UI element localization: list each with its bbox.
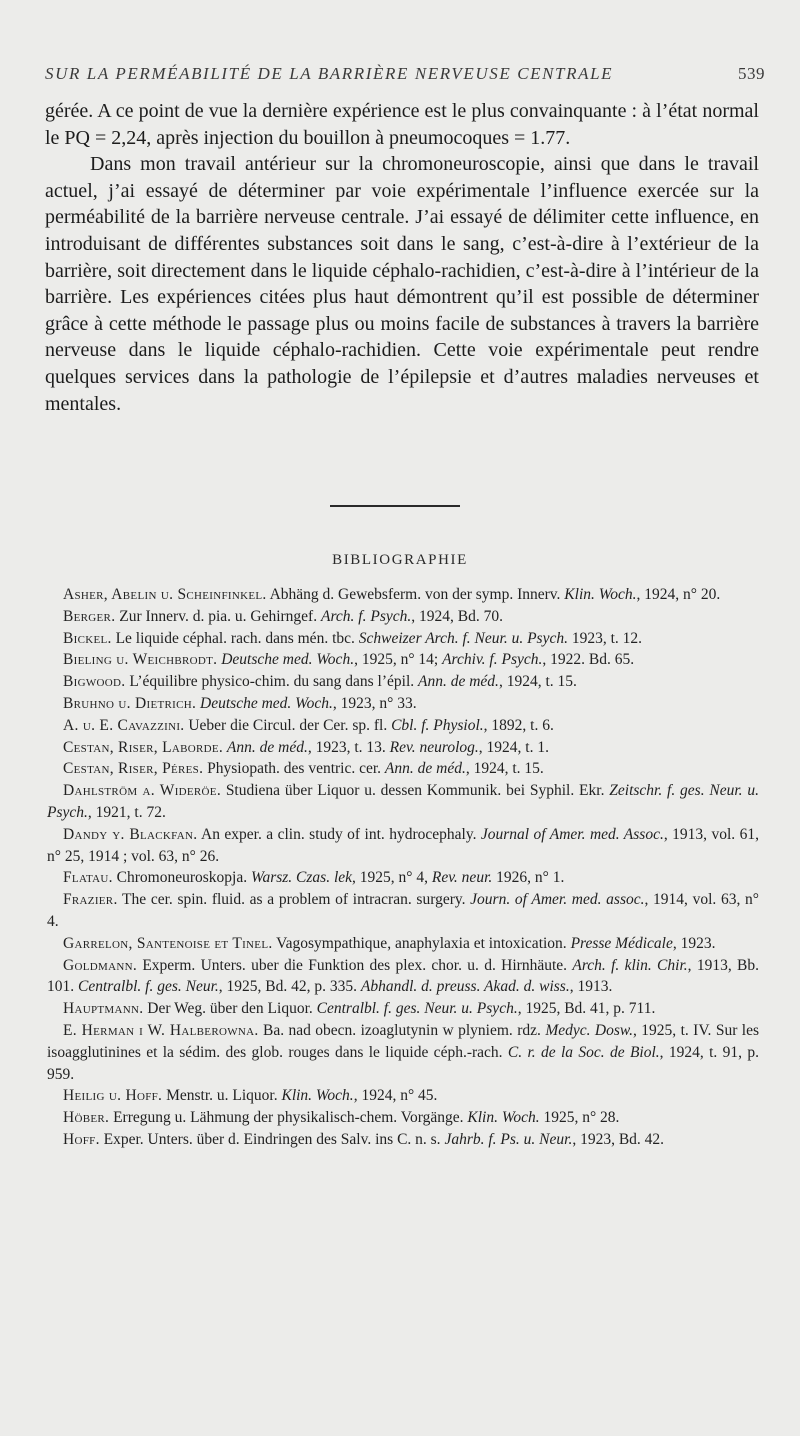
entry-journal: Presse Médicale bbox=[570, 934, 673, 952]
entry-journal: Medyc. Dosw. bbox=[545, 1021, 633, 1039]
entry-text: The cer. spin. fluid. as a problem of intracran. surgery. bbox=[117, 891, 471, 909]
entry-journal: Journal of Amer. med. Assoc. bbox=[480, 825, 664, 843]
entry-text: Menstr. u. Liquor. bbox=[162, 1087, 282, 1105]
entry-text: , 1923, Bd. 42. bbox=[572, 1130, 665, 1148]
entry-text: , 1923. bbox=[672, 934, 716, 952]
entry-journal: Cbl. f. Physiol. bbox=[391, 716, 484, 734]
entry-text: Erregung u. Lähmung der physikalisch-chem. Vorgänge. bbox=[109, 1109, 468, 1127]
bibliography-entry bbox=[47, 889, 759, 933]
entry-journal: Rev. neur. bbox=[431, 869, 493, 887]
bibliography-entry bbox=[47, 780, 759, 824]
entry-text: , 1925, Bd. 42, p. 335. bbox=[218, 978, 361, 996]
entry-journal: Zeitschr. f. ges. Neur. u. Psych. bbox=[47, 782, 759, 821]
bibliography-entry bbox=[47, 1085, 759, 1107]
bibliography-list bbox=[47, 584, 759, 1151]
entry-text: , 1924, t. 15. bbox=[498, 673, 577, 691]
entry-authors: Garrelon, Santenoise et Tinel. bbox=[63, 934, 273, 952]
entry-text: An exper. a clin. study of int. hydrocephaly. bbox=[197, 825, 481, 843]
entry-authors: Hauptmann. bbox=[63, 1000, 144, 1018]
entry-journal: Deutsche med. Woch. bbox=[200, 694, 333, 712]
bibliography-entry bbox=[47, 824, 759, 868]
entry-text: , 1913, Bb. 101. bbox=[47, 956, 759, 996]
entry-journal: Klin. Woch. bbox=[281, 1087, 354, 1105]
entry-text: , 1923, n° 33. bbox=[332, 694, 417, 712]
entry-text: Le liquide céphal. rach. dans mén. tbc. bbox=[111, 629, 359, 647]
entry-text: Zur Innerv. d. pia. u. Gehirngef. bbox=[115, 607, 321, 625]
entry-authors: Frazier. bbox=[63, 891, 118, 909]
entry-authors: A. u. E. Cavazzini. bbox=[63, 716, 185, 734]
bibliography-entry bbox=[47, 955, 759, 999]
entry-text: Abhäng d. Gewebsferm. von der symp. Innerv. bbox=[266, 586, 565, 603]
entry-journal: Arch. f. Psych. bbox=[320, 607, 412, 625]
entry-authors: Bruhno u. Dietrich. bbox=[63, 694, 197, 712]
entry-text: Exper. Unters. über d. Eindringen des Salv. ins C. n. s. bbox=[99, 1130, 445, 1148]
bibliography-entry bbox=[47, 737, 759, 759]
bibliography-entry bbox=[47, 933, 759, 955]
entry-authors: Höber. bbox=[63, 1109, 110, 1127]
entry-text: L’équilibre physico-chim. du sang dans l’épil. bbox=[125, 673, 419, 691]
entry-text: , 1925, Bd. 41, p. 711. bbox=[517, 1000, 656, 1018]
entry-journal: Klin. Woch. bbox=[467, 1109, 540, 1127]
bibliography-entry bbox=[47, 606, 759, 628]
bibliography-entry bbox=[47, 693, 759, 715]
bibliography-entry bbox=[47, 1020, 759, 1085]
bibliography-entry bbox=[47, 715, 759, 737]
entry-text: , 1924, t. 15. bbox=[465, 760, 544, 778]
entry-text: 1923, t. 12. bbox=[567, 629, 643, 647]
entry-authors: Asher, Abelin u. Scheinfinkel. bbox=[63, 586, 267, 603]
entry-text: Der Weg. über den Liquor. bbox=[143, 1000, 317, 1018]
running-title: SUR LA PERMÉABILITÉ DE LA BARRIÈRE NERVEUSE CENTRALE bbox=[45, 64, 614, 83]
entry-text: , 1924, Bd. 70. bbox=[411, 607, 503, 625]
entry-journal: Ann. de méd. bbox=[418, 673, 499, 691]
section-divider bbox=[330, 505, 460, 507]
entry-text: , 1924, t. 91, p. 959. bbox=[47, 1043, 760, 1083]
entry-text: , 1925, n° 14; bbox=[354, 651, 443, 669]
entry-text: Chromoneuroskopja. bbox=[112, 869, 251, 887]
entry-text: , 1924, n° 45. bbox=[353, 1087, 438, 1105]
entry-journal: Centralbl. f. ges. Neur. bbox=[78, 978, 219, 996]
entry-authors: Bickel. bbox=[63, 629, 112, 647]
entry-authors: Bigwood. bbox=[63, 673, 126, 691]
entry-text: , 1921, t. 72. bbox=[87, 803, 166, 821]
bibliography-entry bbox=[47, 998, 759, 1020]
paragraph-conclusion-results: gérée. A ce point de vue la dernière expérience est le plus convainquante : à l’état normal le PQ = 2,24, après injection du bouillon à pneumocoques = 1.77. bbox=[45, 100, 759, 149]
entry-journal: Rev. neurolog. bbox=[389, 738, 479, 756]
entry-journal: Warsz. Czas. lek bbox=[250, 869, 353, 887]
entry-journal: Abhandl. d. preuss. Akad. d. wiss. bbox=[360, 978, 570, 996]
entry-text: , 1892, t. 6. bbox=[483, 716, 554, 734]
entry-authors: E. Herman i W. Halberowna. bbox=[63, 1021, 259, 1039]
page-number: 539 bbox=[738, 64, 765, 83]
entry-text: , 1925, n° 4, bbox=[352, 869, 432, 887]
entry-text: Experm. Unters. uber die Funktion des plex. chor. u. d. Hirnhäute. bbox=[137, 956, 573, 974]
entry-text: 1926, n° 1. bbox=[492, 869, 565, 887]
entry-text: Ba. nad obecn. izoaglutynin w plyniem. rdz. bbox=[258, 1021, 546, 1039]
entry-authors: Hoff. bbox=[63, 1130, 100, 1148]
entry-journal: C. r. de la Soc. de Biol. bbox=[507, 1043, 660, 1061]
entry-text: , 1924, n° 20. bbox=[636, 586, 721, 603]
entry-authors: Dahlström a. Wideröe. bbox=[63, 782, 221, 800]
entry-text: Vagosympathique, anaphylaxia et intoxication. bbox=[272, 934, 571, 952]
entry-text: , 1922. Bd. 65. bbox=[542, 651, 635, 669]
entry-journal: Deutsche med. Woch. bbox=[221, 651, 355, 669]
entry-text: 1925, n° 28. bbox=[539, 1109, 620, 1127]
entry-journal: Archiv. f. Psych. bbox=[442, 651, 543, 669]
bibliography-entry bbox=[47, 867, 759, 889]
entry-text: , 1914, vol. 63, n° 4. bbox=[47, 891, 759, 930]
entry-journal: Journ. of Amer. med. assoc. bbox=[470, 891, 645, 909]
entry-text: Physiopath. des ventric. cer. bbox=[203, 760, 385, 778]
entry-authors: Goldmann. bbox=[63, 956, 137, 974]
bibliography-entry bbox=[47, 671, 759, 693]
entry-authors: Berger. bbox=[63, 607, 116, 625]
entry-journal: Arch. f. klin. Chir. bbox=[572, 956, 688, 974]
bibliography-entry bbox=[47, 1107, 759, 1129]
bibliography-entry bbox=[47, 1129, 759, 1151]
bibliography-entry bbox=[47, 628, 759, 650]
entry-text: Studiena über Liquor u. dessen Kommunik. bei Syphil. Ekr. bbox=[221, 782, 610, 800]
entry-text: , 1913, vol. 61, n° 25, 1914 ; vol. 63, n° 26. bbox=[47, 825, 759, 865]
entry-authors: Cestan, Riser, Laborde. bbox=[63, 738, 224, 756]
entry-authors: Cestan, Riser, Péres. bbox=[63, 760, 204, 778]
running-header bbox=[45, 64, 765, 84]
entry-authors: Heilig u. Hoff. bbox=[63, 1087, 163, 1105]
entry-journal: Ann. de méd. bbox=[384, 760, 466, 778]
paragraph-summary: Dans mon travail antérieur sur la chromoneuroscopie, ainsi que dans le travail actuel, j’ai essayé de déterminer par voie expérimentale l’influence exercée sur la perméabilité de la barrière nerveuse centrale. J’ai essayé de délimiter cette influence, en introduisant de différentes substances soit dans le sang, c’est-à-dire à l’extérieur de la barrière, soit directement dans le liquide céphalo-rachidien, c’est-à-dire à l’intérieur de la barrière. Les expériences citées plus haut démontrent qu’il est possible de déterminer grâce à cette méthode le passage plus ou moins facile de substances à travers la barrière nerveuse dans le liquide céphalo-rachidien. Cette voie expérimentale peut rendre quelques services dans la pathologie de l’épilepsie et d’autres maladies nerveuses et mentales. bbox=[45, 153, 759, 415]
entry-text: , 1923, t. 13. bbox=[307, 738, 390, 756]
entry-text: , 1924, t. 1. bbox=[478, 738, 549, 756]
bibliography-title: BIBLIOGRAPHIE bbox=[332, 552, 468, 568]
bibliography-entry bbox=[47, 758, 759, 780]
entry-authors: Bieling u. Weichbrodt. bbox=[63, 651, 218, 669]
entry-authors: Dandy y. Blackfan. bbox=[63, 825, 198, 843]
entry-text: , 1925, t. IV. Sur les isoagglutinines et la sédim. des glob. rouges dans le liquide céph.-rach. bbox=[47, 1021, 759, 1061]
entry-journal: Ann. de méd. bbox=[226, 738, 308, 756]
entry-journal: Klin. Woch. bbox=[564, 586, 637, 603]
entry-journal: Schweizer Arch. f. Neur. u. Psych. bbox=[358, 629, 568, 647]
entry-text: Ueber die Circul. der Cer. sp. fl. bbox=[184, 716, 392, 734]
bibliography-entry bbox=[47, 649, 759, 671]
entry-journal: Centralbl. f. ges. Neur. u. Psych. bbox=[316, 1000, 518, 1018]
body-text bbox=[45, 98, 759, 417]
bibliography-entry bbox=[47, 584, 759, 606]
entry-authors: Flatau. bbox=[63, 869, 113, 887]
entry-text: , 1913. bbox=[569, 978, 613, 996]
entry-journal: Jahrb. f. Ps. u. Neur. bbox=[444, 1130, 573, 1148]
